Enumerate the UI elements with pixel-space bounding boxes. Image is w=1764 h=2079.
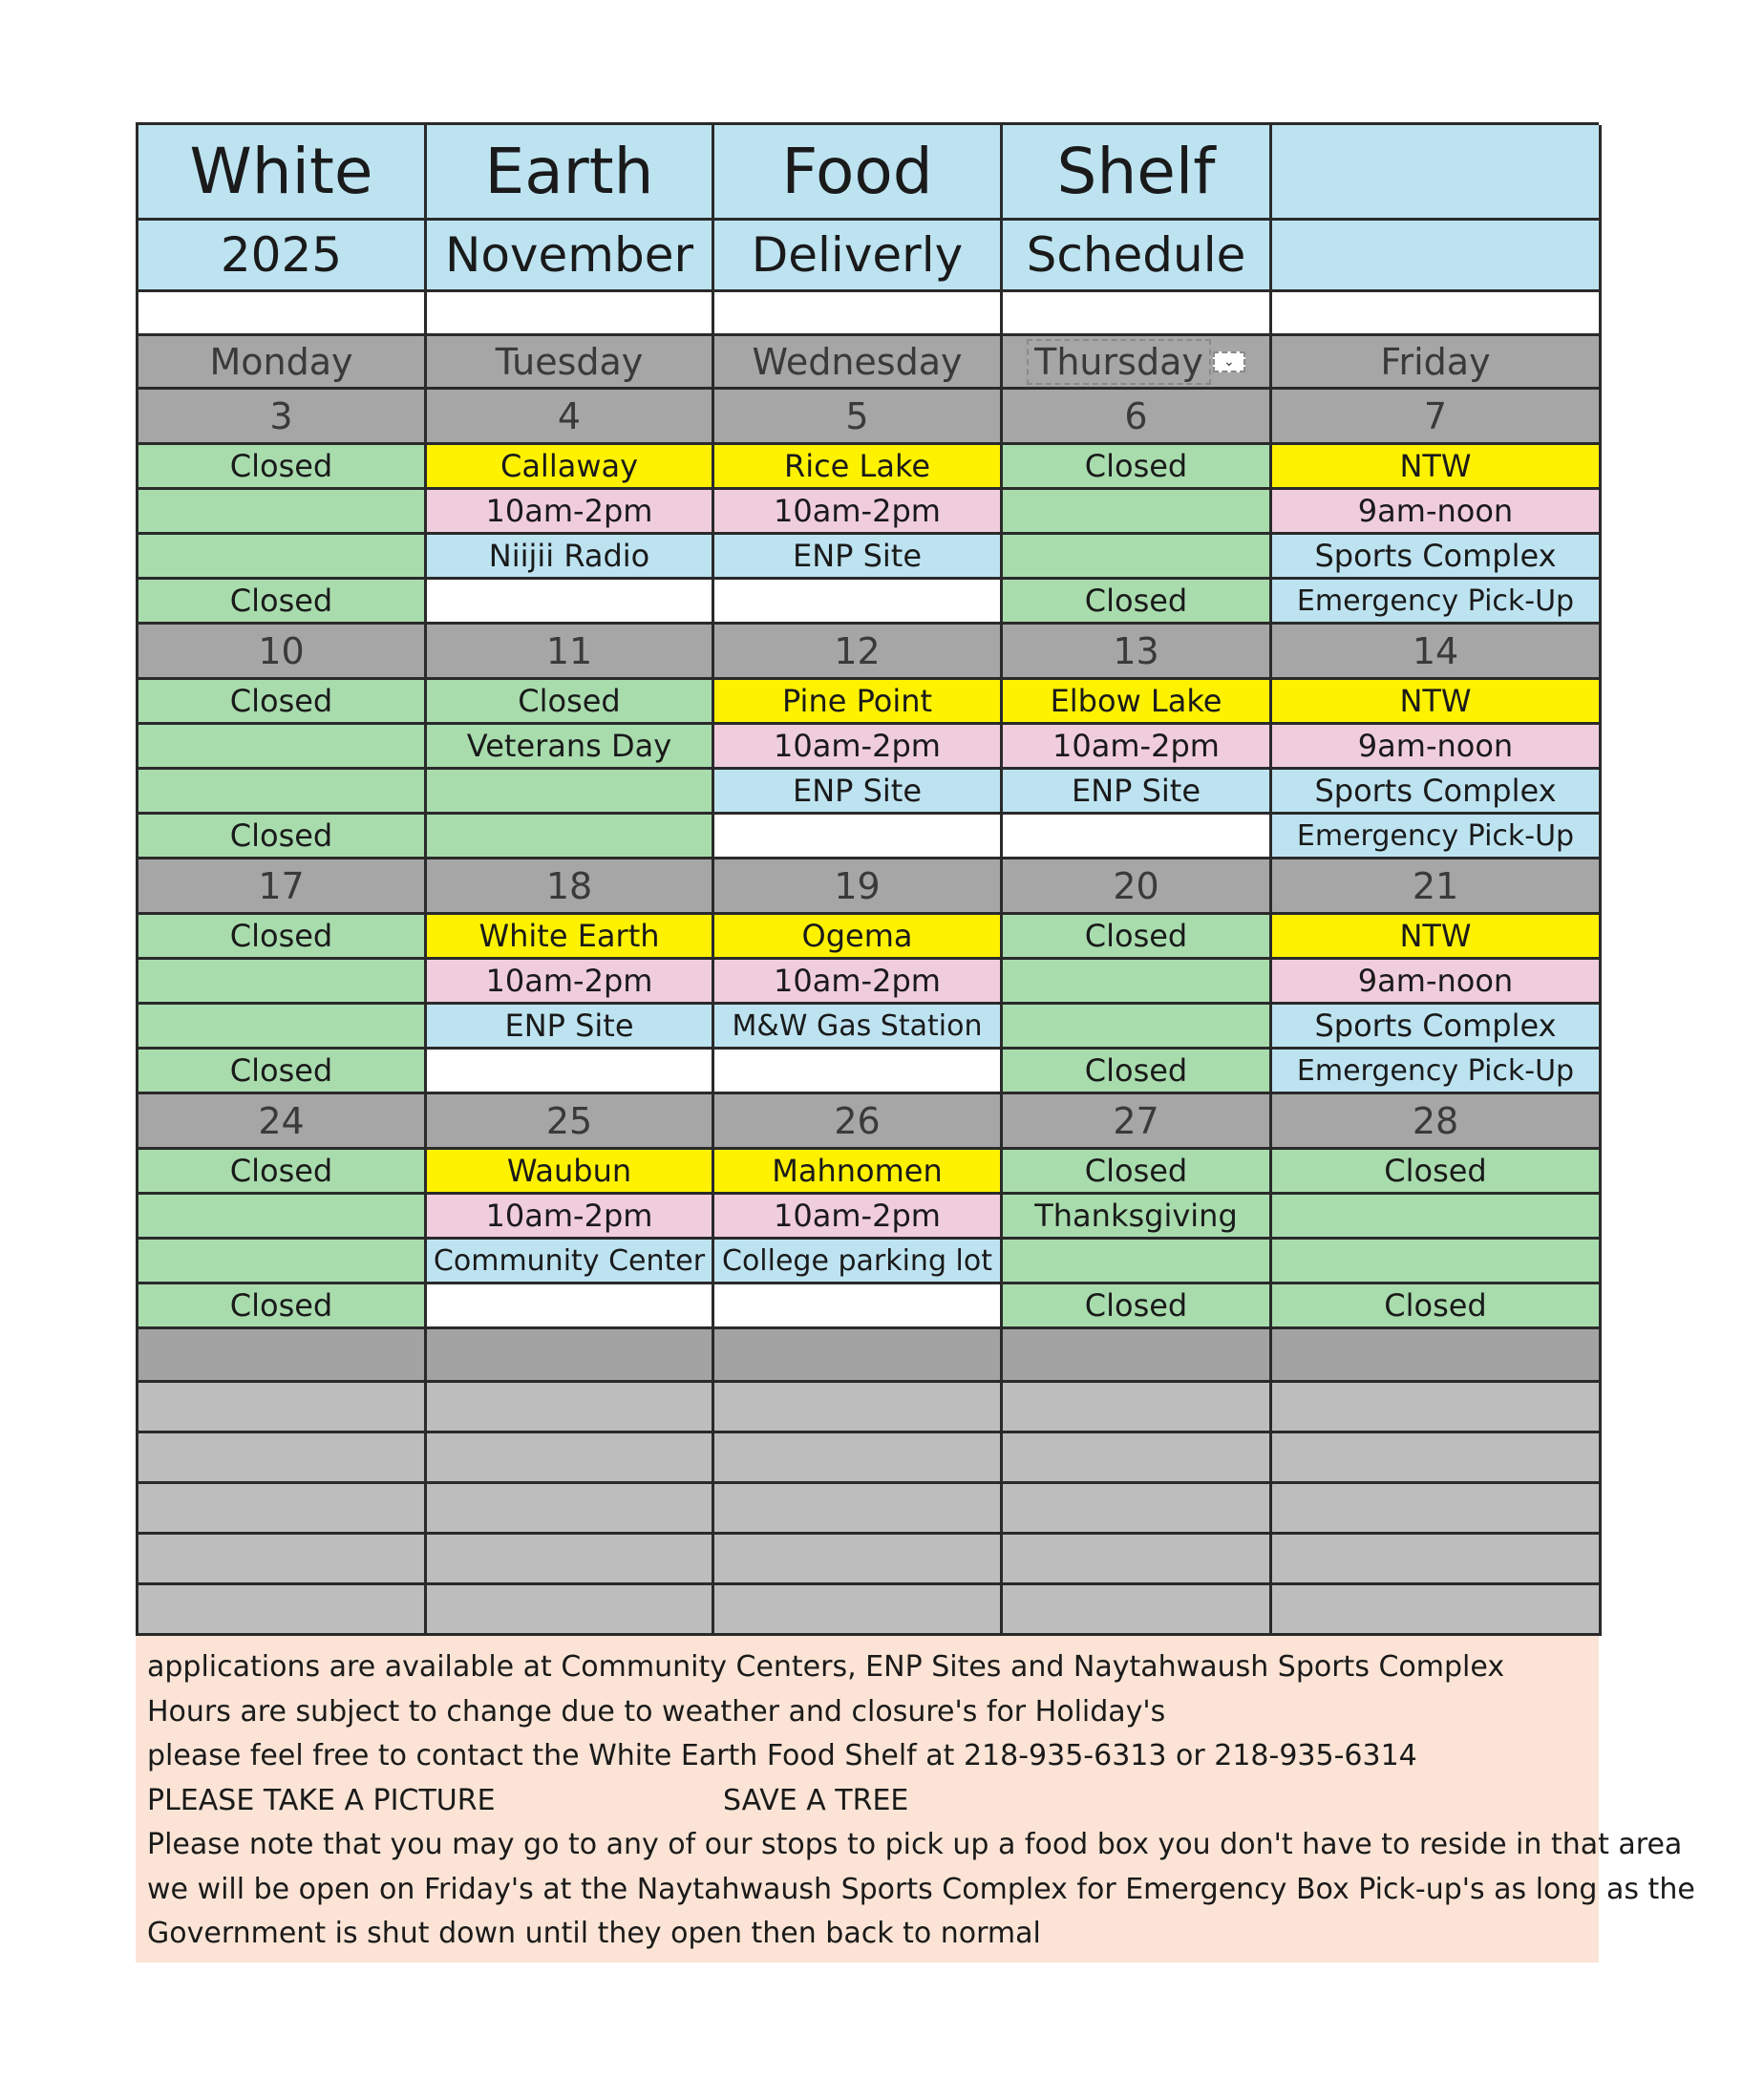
event-cell: Closed: [138, 1150, 427, 1195]
empty-row-cell: [427, 1329, 714, 1383]
event-cell: Closed: [138, 1284, 427, 1329]
empty-cell: [138, 770, 427, 815]
notes-panel: [136, 1636, 1695, 1962]
event-cell: Mahnomen: [714, 1150, 1003, 1195]
empty-row-cell: [714, 1484, 1003, 1535]
empty-cell: [427, 1050, 714, 1094]
event-cell: Community Center: [427, 1240, 714, 1284]
empty-row-cell: [1003, 1383, 1272, 1433]
empty-cell: [138, 1195, 427, 1240]
empty-cell: [714, 1284, 1003, 1329]
note-government: Government is shut down until they open then back to normal: [147, 1917, 1041, 1950]
event-cell: Closed: [427, 680, 714, 725]
empty-cell: [714, 815, 1003, 859]
empty-row-cell: [714, 1535, 1003, 1585]
date-cell: 13: [1003, 625, 1272, 680]
empty-row-cell: [714, 1433, 1003, 1484]
empty-row-cell: [1272, 1383, 1602, 1433]
day-header-monday: Monday: [138, 336, 427, 390]
date-cell: 14: [1272, 625, 1602, 680]
event-cell: 10am-2pm: [714, 1195, 1003, 1240]
blank-cell: [427, 292, 714, 336]
note-contact: please feel free to contact the White Earth Food Shelf at 218-935-6313 or 218-935-6314: [147, 1739, 1417, 1772]
note-applications: applications are available at Community Centers, ENP Sites and Naytahwaush Sports Complex: [147, 1650, 1505, 1684]
event-cell: College parking lot: [714, 1240, 1003, 1284]
empty-row-cell: [427, 1535, 714, 1585]
date-cell: 27: [1003, 1094, 1272, 1150]
empty-row-cell: [1272, 1535, 1602, 1585]
note-emergency: we will be open on Friday's at the Naytahwaush Sports Complex for Emergency Box Pick-up's as long as the: [147, 1872, 1695, 1906]
event-cell: Veterans Day: [427, 725, 714, 770]
event-cell: Emergency Pick-Up: [1272, 1050, 1602, 1094]
event-cell: Closed: [138, 815, 427, 859]
empty-cell: [1272, 1240, 1602, 1284]
empty-row-cell: [714, 1585, 1003, 1636]
event-cell: Emergency Pick-Up: [1272, 580, 1602, 625]
empty-row-cell: [1003, 1535, 1272, 1585]
title-cell: Earth: [427, 125, 714, 221]
event-cell: 9am-noon: [1272, 725, 1602, 770]
date-cell: 26: [714, 1094, 1003, 1150]
day-header-label: Thursday: [1027, 339, 1211, 385]
date-cell: 24: [138, 1094, 427, 1150]
schedule-grid: [136, 122, 1599, 1636]
event-cell: ENP Site: [427, 1005, 714, 1050]
empty-row-cell: [714, 1329, 1003, 1383]
empty-row-cell: [427, 1585, 714, 1636]
date-cell: 17: [138, 859, 427, 915]
empty-cell: [1272, 1195, 1602, 1240]
subtitle-cell: Deliverly: [714, 221, 1003, 292]
note-take-picture: PLEASE TAKE A PICTURE: [147, 1783, 496, 1817]
event-cell: Closed: [1272, 1284, 1602, 1329]
empty-cell: [427, 815, 714, 859]
chevron-down-icon[interactable]: ⌄: [1213, 351, 1245, 372]
empty-cell: [427, 580, 714, 625]
event-cell: 10am-2pm: [427, 1195, 714, 1240]
empty-cell: [1003, 960, 1272, 1005]
subtitle-cell: November: [427, 221, 714, 292]
event-cell: Closed: [138, 680, 427, 725]
empty-cell: [714, 1050, 1003, 1094]
event-cell: Closed: [1003, 1284, 1272, 1329]
subtitle-cell: [1272, 221, 1602, 292]
event-cell: Rice Lake: [714, 445, 1003, 490]
date-cell: 28: [1272, 1094, 1602, 1150]
empty-row-cell: [1003, 1433, 1272, 1484]
event-cell: Emergency Pick-Up: [1272, 815, 1602, 859]
empty-cell: [1003, 535, 1272, 580]
event-cell: Waubun: [427, 1150, 714, 1195]
empty-row-cell: [1272, 1433, 1602, 1484]
empty-cell: [138, 1240, 427, 1284]
empty-row-cell: [138, 1535, 427, 1585]
empty-cell: [138, 1005, 427, 1050]
event-cell: ENP Site: [714, 535, 1003, 580]
blank-cell: [714, 292, 1003, 336]
day-header-thursday: [1003, 336, 1272, 390]
empty-row-cell: [1003, 1585, 1272, 1636]
empty-row-cell: [138, 1585, 427, 1636]
event-cell: Closed: [1003, 1050, 1272, 1094]
date-cell: 20: [1003, 859, 1272, 915]
event-cell: Thanksgiving: [1003, 1195, 1272, 1240]
title-cell: Shelf: [1003, 125, 1272, 221]
event-cell: 10am-2pm: [1003, 725, 1272, 770]
empty-cell: [427, 1284, 714, 1329]
empty-cell: [138, 535, 427, 580]
date-cell: 18: [427, 859, 714, 915]
empty-cell: [138, 960, 427, 1005]
empty-row-cell: [427, 1433, 714, 1484]
date-cell: 11: [427, 625, 714, 680]
title-cell: [1272, 125, 1602, 221]
empty-row-cell: [1272, 1585, 1602, 1636]
date-cell: 7: [1272, 390, 1602, 445]
date-cell: 3: [138, 390, 427, 445]
event-cell: Closed: [1272, 1150, 1602, 1195]
empty-cell: [1003, 1240, 1272, 1284]
date-cell: 5: [714, 390, 1003, 445]
empty-row-cell: [1003, 1329, 1272, 1383]
event-cell: Niijii Radio: [427, 535, 714, 580]
empty-row-cell: [714, 1383, 1003, 1433]
subtitle-cell: Schedule: [1003, 221, 1272, 292]
empty-row-cell: [1003, 1484, 1272, 1535]
event-cell: 10am-2pm: [714, 490, 1003, 535]
empty-cell: [714, 580, 1003, 625]
empty-cell: [1003, 490, 1272, 535]
event-cell: Closed: [1003, 445, 1272, 490]
event-cell: 10am-2pm: [427, 490, 714, 535]
empty-cell: [427, 770, 714, 815]
empty-row-cell: [138, 1484, 427, 1535]
blank-cell: [1003, 292, 1272, 336]
event-cell: Closed: [138, 1050, 427, 1094]
event-cell: Sports Complex: [1272, 535, 1602, 580]
event-cell: Callaway: [427, 445, 714, 490]
note-save-tree: SAVE A TREE: [723, 1783, 909, 1817]
empty-row-cell: [138, 1433, 427, 1484]
note-any-stop: Please note that you may go to any of our stops to pick up a food box you don't have to reside in that area: [147, 1828, 1683, 1861]
title-cell: Food: [714, 125, 1003, 221]
event-cell: 10am-2pm: [714, 960, 1003, 1005]
event-cell: 9am-noon: [1272, 490, 1602, 535]
event-cell: White Earth: [427, 915, 714, 960]
date-cell: 10: [138, 625, 427, 680]
event-cell: NTW: [1272, 445, 1602, 490]
day-header-friday: Friday: [1272, 336, 1602, 390]
event-cell: NTW: [1272, 680, 1602, 725]
day-header-wednesday: Wednesday: [714, 336, 1003, 390]
event-cell: ENP Site: [714, 770, 1003, 815]
title-cell: White: [138, 125, 427, 221]
empty-row-cell: [427, 1383, 714, 1433]
event-cell: Closed: [138, 580, 427, 625]
date-cell: 4: [427, 390, 714, 445]
empty-cell: [1003, 1005, 1272, 1050]
event-cell: Ogema: [714, 915, 1003, 960]
empty-row-cell: [1272, 1329, 1602, 1383]
day-header-tuesday: Tuesday: [427, 336, 714, 390]
event-cell: Elbow Lake: [1003, 680, 1272, 725]
empty-cell: [138, 725, 427, 770]
empty-cell: [138, 490, 427, 535]
event-cell: Closed: [1003, 580, 1272, 625]
schedule-sheet: [136, 122, 1695, 1962]
empty-row-cell: [138, 1329, 427, 1383]
date-cell: 21: [1272, 859, 1602, 915]
event-cell: Pine Point: [714, 680, 1003, 725]
empty-row-cell: [1272, 1484, 1602, 1535]
date-cell: 19: [714, 859, 1003, 915]
empty-row-cell: [138, 1383, 427, 1433]
event-cell: M&W Gas Station: [714, 1005, 1003, 1050]
date-cell: 12: [714, 625, 1003, 680]
empty-cell: [1003, 815, 1272, 859]
event-cell: 10am-2pm: [714, 725, 1003, 770]
event-cell: 9am-noon: [1272, 960, 1602, 1005]
date-cell: 6: [1003, 390, 1272, 445]
date-cell: 25: [427, 1094, 714, 1150]
empty-row-cell: [427, 1484, 714, 1535]
note-hours: Hours are subject to change due to weather and closure's for Holiday's: [147, 1694, 1166, 1729]
event-cell: Sports Complex: [1272, 1005, 1602, 1050]
note-picture-row: [147, 1779, 1589, 1824]
blank-cell: [1272, 292, 1602, 336]
event-cell: Closed: [138, 915, 427, 960]
event-cell: Closed: [1003, 915, 1272, 960]
event-cell: NTW: [1272, 915, 1602, 960]
event-cell: 10am-2pm: [427, 960, 714, 1005]
blank-cell: [138, 292, 427, 336]
subtitle-cell: 2025: [138, 221, 427, 292]
event-cell: ENP Site: [1003, 770, 1272, 815]
event-cell: Closed: [1003, 1150, 1272, 1195]
event-cell: Sports Complex: [1272, 770, 1602, 815]
event-cell: Closed: [138, 445, 427, 490]
